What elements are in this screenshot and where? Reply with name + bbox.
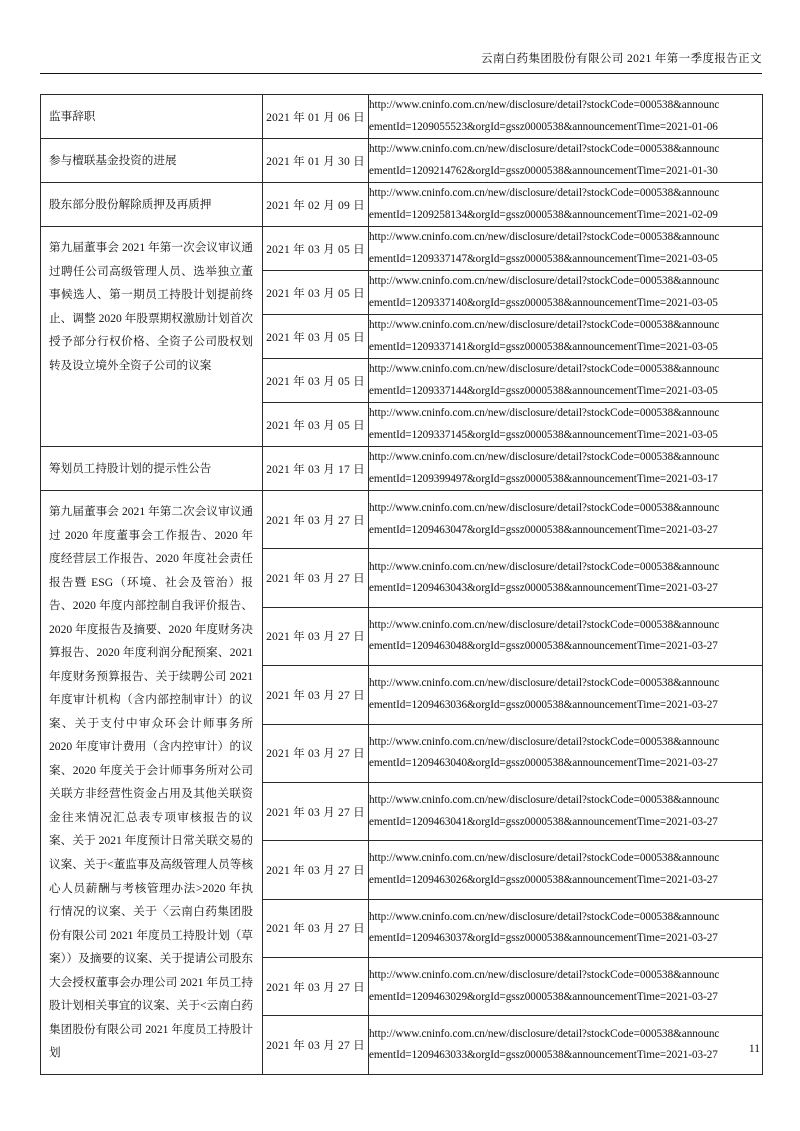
disclosure-url-line-1: http://www.cninfo.com.cn/new/disclosure/detail?stockCode=000538&announc: [369, 275, 720, 287]
disclosure-url-line-2: ementId=1209463040&orgId=gssz0000538&announcementTime=2021-03-27: [369, 757, 718, 770]
disclosure-date-cell: 2021 年 03 月 05 日: [263, 227, 369, 271]
disclosure-date-cell: 2021 年 03 月 05 日: [263, 271, 369, 315]
disclosure-url-line-1: http://www.cninfo.com.cn/new/disclosure/detail?stockCode=000538&announc: [369, 677, 720, 690]
disclosure-url-line-1: http://www.cninfo.com.cn/new/disclosure/detail?stockCode=000538&announc: [369, 502, 720, 515]
disclosure-date-cell: 2021 年 03 月 27 日: [263, 491, 369, 549]
disclosure-url-line-2: ementId=1209463041&orgId=gssz0000538&announcementTime=2021-03-27: [369, 815, 718, 828]
table-row: [41, 183, 763, 227]
announcement-title-cell: [41, 447, 263, 491]
disclosure-date-cell: 2021 年 03 月 27 日: [263, 724, 369, 782]
disclosure-url-line-1: http://www.cninfo.com.cn/new/disclosure/detail?stockCode=000538&announc: [369, 451, 720, 463]
disclosure-date-cell: 2021 年 03 月 27 日: [263, 1016, 369, 1074]
announcement-disclosure-table: [40, 94, 763, 1075]
disclosure-url-line-2: ementId=1209463037&orgId=gssz0000538&announcementTime=2021-03-27: [369, 932, 718, 945]
disclosure-url-line-2: ementId=1209258134&orgId=gssz0000538&announcementTime=2021-02-09: [369, 208, 718, 221]
announcement-title-cell: [41, 491, 263, 1075]
disclosure-url-cell[interactable]: [369, 95, 763, 139]
announcement-title-text: 参与檀联基金投资的进展: [49, 153, 177, 167]
announcement-title-text: 第九届董事会 2021 年第二次会议审议通过 2020 年度董事会工作报告、2020 年度经营层工作报告、2020 年度社会责任报告暨 ESG（环境、社会及管治）报告、2020 年度内部控制自我评价报告、2020 年度报告及摘要、2020 年度财务决算报告、2020 年度利润分配预案、2021 年度财务预算报告、关于续聘公司 2021 年度审计机构（含内部控制审计）的议案、关于支付中审众环会计师事务所 2020 年度审计费用（含内控审计）的议案、2020 年度关于会计师事务所对公司关联方非经营性资金占用及其他关联资金往来情况汇总表专项审核报告的议案、关于 2021 年度预计日常关联交易的议案、关于<董监事及高级管理人员等核心人员薪酬与考核管理办法>2020 年执行情况的议案、关于〈云南白药集团股份有限公司 2021 年度员工持股计划（草案））及摘要的议案、关于提请公司股东大会授权董事会办理公司 2021 年员工持股计划相关事宜的议案、关于<云南白药集团股份有限公司 2021 年度员工持股计划: [49, 505, 253, 1060]
disclosure-date-cell: 2021 年 03 月 27 日: [263, 666, 369, 724]
announcement-title-cell: [41, 139, 263, 183]
announcement-title-text: 股东部分股份解除质押及再质押: [49, 197, 212, 211]
disclosure-url-line-1: http://www.cninfo.com.cn/new/disclosure/detail?stockCode=000538&announc: [369, 187, 720, 199]
disclosure-url-line-1: http://www.cninfo.com.cn/new/disclosure/detail?stockCode=000538&announc: [369, 363, 720, 375]
disclosure-date-cell: 2021 年 03 月 27 日: [263, 607, 369, 665]
disclosure-date-cell: 2021 年 03 月 27 日: [263, 899, 369, 957]
disclosure-url-line-1: http://www.cninfo.com.cn/new/disclosure/detail?stockCode=000538&announc: [369, 560, 720, 573]
disclosure-url-line-2: ementId=1209463029&orgId=gssz0000538&announcementTime=2021-03-27: [369, 990, 718, 1003]
disclosure-url-line-2: ementId=1209055523&orgId=gssz0000538&announcementTime=2021-01-06: [369, 120, 718, 133]
table-row: [41, 447, 763, 491]
disclosure-url-cell[interactable]: [369, 958, 763, 1016]
disclosure-url-line-1: http://www.cninfo.com.cn/new/disclosure/detail?stockCode=000538&announc: [369, 143, 720, 155]
table-row: [41, 491, 763, 549]
table-row: [41, 95, 763, 139]
disclosure-url-cell[interactable]: [369, 549, 763, 607]
disclosure-url-line-2: ementId=1209337140&orgId=gssz0000538&announcementTime=2021-03-05: [369, 296, 718, 309]
disclosure-url-line-1: http://www.cninfo.com.cn/new/disclosure/detail?stockCode=000538&announc: [369, 99, 720, 111]
disclosure-url-line-1: http://www.cninfo.com.cn/new/disclosure/detail?stockCode=000538&announc: [369, 618, 720, 631]
disclosure-url-cell[interactable]: [369, 183, 763, 227]
disclosure-url-line-1: http://www.cninfo.com.cn/new/disclosure/detail?stockCode=000538&announc: [369, 407, 720, 419]
disclosure-date-cell: 2021 年 01 月 30 日: [263, 139, 369, 183]
disclosure-url-cell[interactable]: [369, 359, 763, 403]
disclosure-url-cell[interactable]: [369, 841, 763, 899]
header-rule: [40, 73, 762, 74]
disclosure-date-cell: 2021 年 03 月 27 日: [263, 782, 369, 840]
disclosure-url-cell[interactable]: [369, 491, 763, 549]
disclosure-url-line-2: ementId=1209463036&orgId=gssz0000538&announcementTime=2021-03-27: [369, 698, 718, 711]
disclosure-url-line-2: ementId=1209463043&orgId=gssz0000538&announcementTime=2021-03-27: [369, 582, 718, 595]
disclosure-date-cell: 2021 年 03 月 27 日: [263, 958, 369, 1016]
disclosure-date-cell: 2021 年 03 月 05 日: [263, 315, 369, 359]
announcement-title-cell: [41, 227, 263, 447]
running-header: 云南白药集团股份有限公司 2021 年第一季度报告正文: [480, 53, 762, 65]
announcement-title-text: 第九届董事会 2021 年第一次会议审议通过聘任公司高级管理人员、选举独立董事候选人、第一期员工持股计划提前终止、调整 2020 年股票期权激励计划首次授予部分行权价格、全资子公司股权划转及设立境外全资子公司的议案: [49, 241, 253, 372]
disclosure-url-cell[interactable]: [369, 666, 763, 724]
disclosure-url-line-2: ementId=1209337141&orgId=gssz0000538&announcementTime=2021-03-05: [369, 340, 718, 353]
disclosure-url-line-2: ementId=1209463026&orgId=gssz0000538&announcementTime=2021-03-27: [369, 873, 718, 886]
disclosure-url-cell[interactable]: [369, 447, 763, 491]
disclosure-url-cell[interactable]: [369, 782, 763, 840]
disclosure-url-line-2: ementId=1209214762&orgId=gssz0000538&announcementTime=2021-01-30: [369, 164, 718, 177]
disclosure-date-cell: 2021 年 01 月 06 日: [263, 95, 369, 139]
disclosure-url-cell[interactable]: [369, 227, 763, 271]
disclosure-url-line-1: http://www.cninfo.com.cn/new/disclosure/detail?stockCode=000538&announc: [369, 969, 720, 982]
disclosure-url-line-2: ementId=1209337144&orgId=gssz0000538&announcementTime=2021-03-05: [369, 384, 718, 397]
disclosure-url-cell[interactable]: [369, 724, 763, 782]
disclosure-url-cell[interactable]: [369, 271, 763, 315]
disclosure-url-line-1: http://www.cninfo.com.cn/new/disclosure/detail?stockCode=000538&announc: [369, 735, 720, 748]
disclosure-url-line-1: http://www.cninfo.com.cn/new/disclosure/detail?stockCode=000538&announc: [369, 1027, 720, 1040]
disclosure-url-cell[interactable]: [369, 899, 763, 957]
disclosure-date-cell: 2021 年 03 月 17 日: [263, 447, 369, 491]
table-row: [41, 227, 763, 271]
disclosure-date-cell: 2021 年 03 月 05 日: [263, 359, 369, 403]
disclosure-url-cell[interactable]: [369, 139, 763, 183]
disclosure-url-line-1: http://www.cninfo.com.cn/new/disclosure/detail?stockCode=000538&announc: [369, 910, 720, 923]
page-number: 11: [748, 1043, 760, 1055]
disclosure-url-cell[interactable]: [369, 607, 763, 665]
disclosure-date-cell: 2021 年 03 月 27 日: [263, 549, 369, 607]
announcement-title-cell: [41, 183, 263, 227]
table-body: [41, 95, 763, 1075]
disclosure-date-cell: 2021 年 03 月 27 日: [263, 841, 369, 899]
announcement-title-cell: [41, 95, 263, 139]
disclosure-date-cell: 2021 年 02 月 09 日: [263, 183, 369, 227]
disclosure-url-line-2: ementId=1209399497&orgId=gssz0000538&announcementTime=2021-03-17: [369, 472, 718, 485]
disclosure-url-line-1: http://www.cninfo.com.cn/new/disclosure/detail?stockCode=000538&announc: [369, 231, 720, 243]
announcement-title-text: 监事辞职: [49, 109, 96, 123]
table-row: [41, 139, 763, 183]
announcement-title-text: 筹划员工持股计划的提示性公告: [49, 461, 212, 475]
disclosure-url-line-2: ementId=1209337145&orgId=gssz0000538&announcementTime=2021-03-05: [369, 428, 718, 441]
disclosure-url-line-1: http://www.cninfo.com.cn/new/disclosure/detail?stockCode=000538&announc: [369, 319, 720, 331]
disclosure-url-line-2: ementId=1209463048&orgId=gssz0000538&announcementTime=2021-03-27: [369, 640, 718, 653]
disclosure-url-line-2: ementId=1209337147&orgId=gssz0000538&announcementTime=2021-03-05: [369, 252, 718, 265]
disclosure-url-line-1: http://www.cninfo.com.cn/new/disclosure/detail?stockCode=000538&announc: [369, 852, 720, 865]
disclosure-url-line-2: ementId=1209463033&orgId=gssz0000538&announcementTime=2021-03-27: [369, 1049, 718, 1062]
disclosure-url-line-1: http://www.cninfo.com.cn/new/disclosure/detail?stockCode=000538&announc: [369, 794, 720, 807]
disclosure-url-cell[interactable]: [369, 403, 763, 447]
disclosure-url-line-2: ementId=1209463047&orgId=gssz0000538&announcementTime=2021-03-27: [369, 523, 718, 536]
disclosure-date-cell: 2021 年 03 月 05 日: [263, 403, 369, 447]
disclosure-url-cell[interactable]: [369, 315, 763, 359]
